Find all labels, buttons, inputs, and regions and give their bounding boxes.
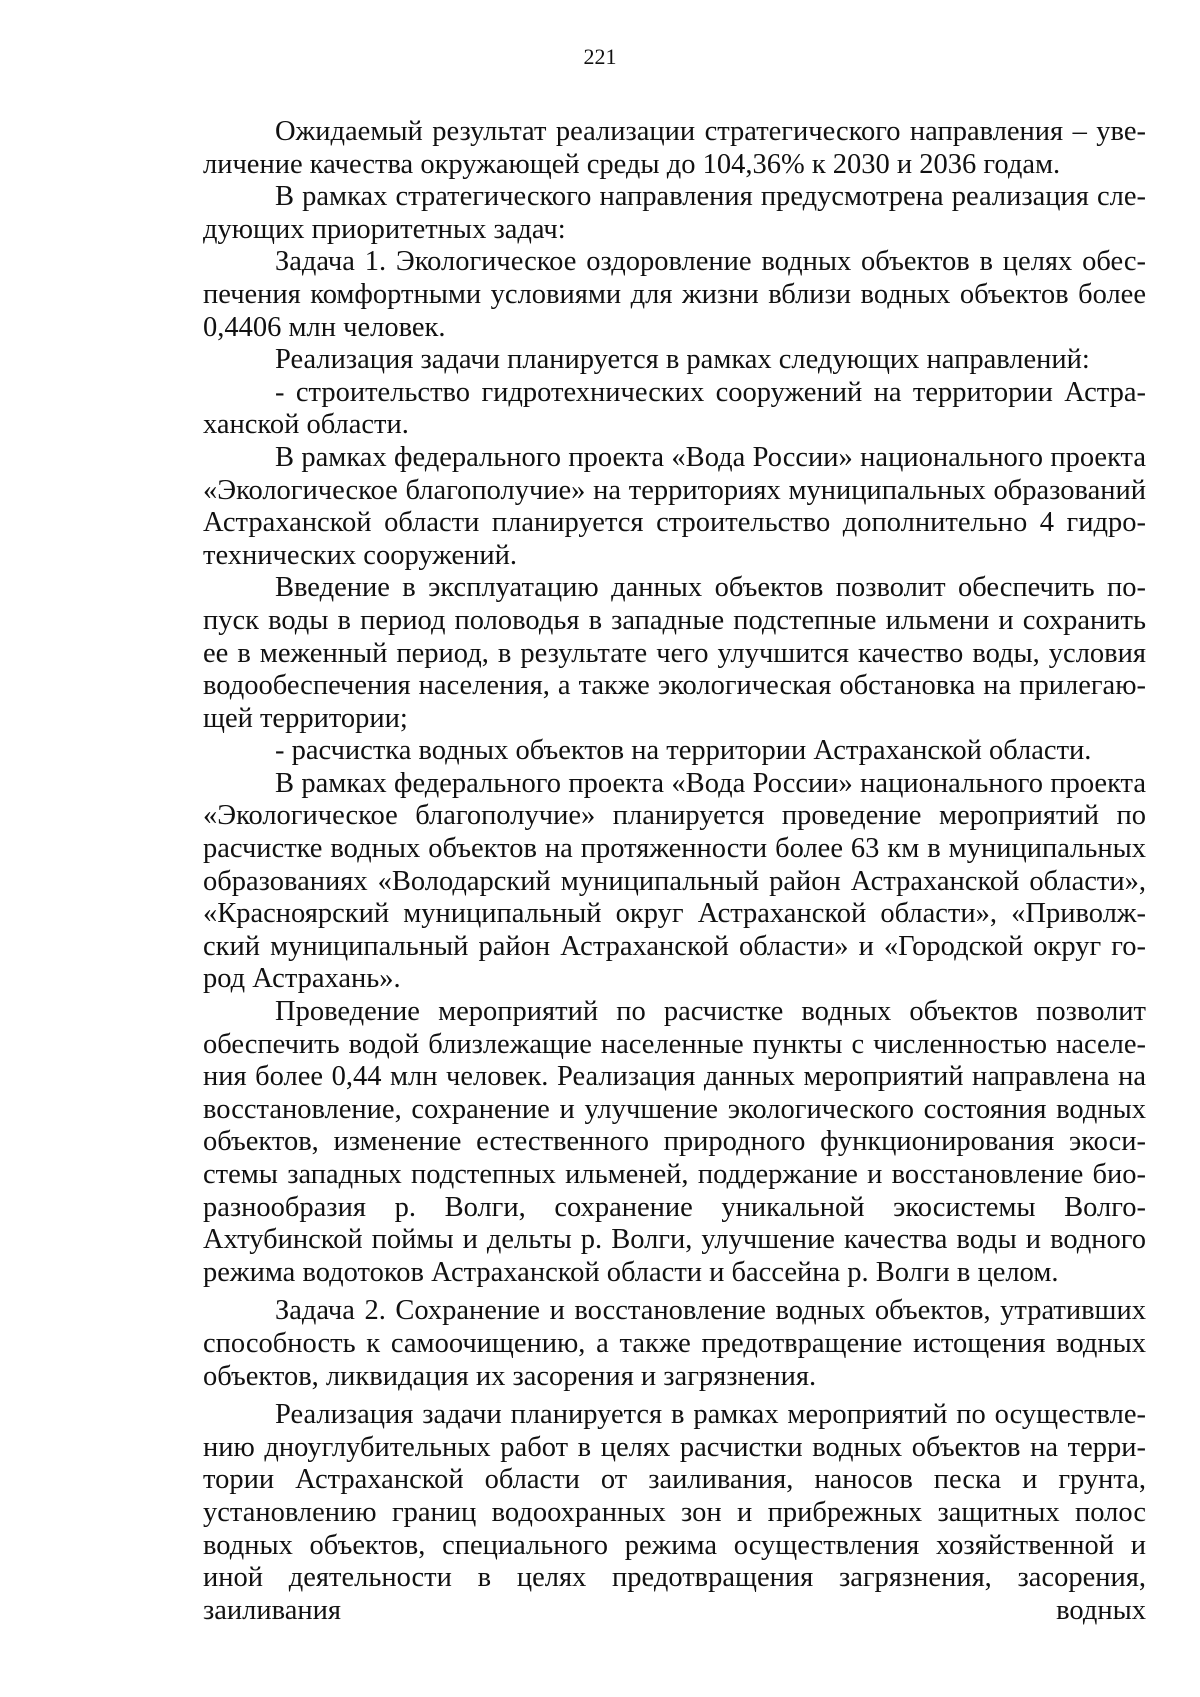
paragraph-clearing-effect: Проведение мероприятий по расчистке водных объектов позволит обеспечить водой близлежащие населенные пункты с численностью населения более 0,44 млн человек. Реализация данных мероприятий направлена на восстановление, сохранение и улучшение экологического состояния водных объектов, изменение естественного природного функционирования экосистемы западных подстепных ильменей, поддержание и восстановление биоразнообразия р. Волги, сохранение уникальной экосистемы Волго-Ахтубинской поймы и дельты р. Волги, улучшение качества воды и водного режима водотоков Астраханской области и бассейна р. Волги в целом.	[203, 996, 1146, 1288]
paragraph-federal-project-structures: В рамках федерального проекта «Вода России» национального проекта «Экологическое благополучие» на территориях муниципальных образований Астраханской области планируется строительство дополнительно 4 гидротехнических сооружений.	[203, 441, 1146, 571]
page-number: 221	[583, 44, 617, 69]
paragraph-federal-project-clearing: В рамках федерального проекта «Вода России» национального проекта «Экологическое благополучие» планируется проведение мероприятий по расчистке водных объектов на протяженности более 63 км в муниципальных образованиях «Володарский муниципальный район Астраханской области», «Красноярский муниципальный округ Астраханской области», «Приволжский муниципальный район Астраханской области» и «Городской округ город Астрахань».	[203, 767, 1146, 995]
paragraph-task-directions: Реализация задачи планируется в рамках следующих направлений:	[275, 344, 1090, 376]
paragraph-task-1: Задача 1. Экологическое оздоровление водных объектов в целях обеспечения комфортными условиями для жизни вблизи водных объектов более 0,4406 млн человек.	[203, 246, 1146, 343]
list-item-hydraulic-structures: - строительство гидротехнических сооружений на территории Астраханской области.	[203, 376, 1146, 441]
list-item-water-clearing: - расчистка водных объектов на территории Астраханской области.	[275, 735, 1092, 767]
paragraph-commissioning-effect: Введение в эксплуатацию данных объектов позволит обеспечить попуск воды в период половодья в западные подстепные ильмени и сохранить ее в меженный период, в результате чего улучшится качество воды, условия водообеспечения населения, а также экологическая обстановка на прилегающей территории;	[203, 572, 1146, 734]
paragraph-task-2: Задача 2. Сохранение и восстановление водных объектов, утративших способность к самоочищению, а также предотвращение истощения водных объектов, ликвидация их засорения и загрязнения.	[203, 1295, 1146, 1392]
document-body	[203, 116, 1146, 1627]
paragraph-priority-tasks-intro: В рамках стратегического направления предусмотрена реализация следующих приоритетных задач:	[203, 181, 1146, 245]
paragraph-expected-result: Ожидаемый результат реализации стратегического направления – увеличение качества окружающей среды до 104,36% к 2030 и 2036 годам.	[203, 116, 1146, 180]
paragraph-task-2-implementation: Реализация задачи планируется в рамках мероприятий по осуществлению дноуглубительных работ в целях расчистки водных объектов на территории Астраханской области от заиливания, наносов песка и грунта, установлению границ водоохранных зон и прибрежных защитных полос водных объектов, специального режима осуществления хозяйственной и иной деятельности в целях предотвращения загрязнения, засорения, заиливания водных	[203, 1399, 1146, 1626]
